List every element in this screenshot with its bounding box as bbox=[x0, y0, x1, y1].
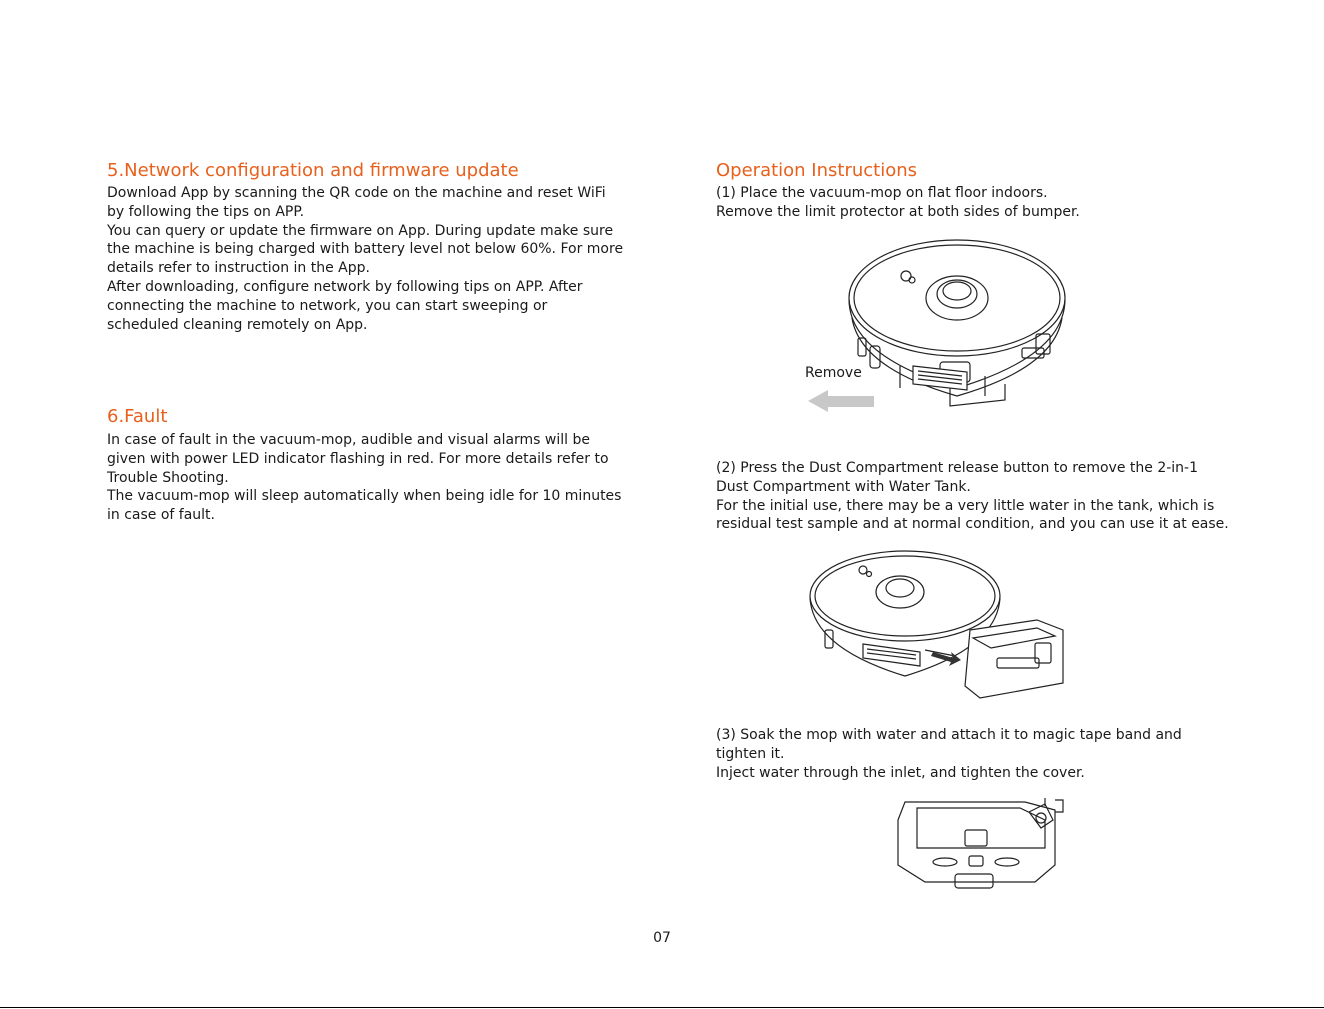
step2-line: Dust Compartment with Water Tank. bbox=[716, 478, 971, 495]
operation-instructions-heading: Operation Instructions bbox=[716, 160, 918, 181]
network-section-heading: 5.Network configuration and firmware update bbox=[107, 160, 519, 181]
step1-line: (1) Place the vacuum-mop on flat floor indoors. bbox=[716, 185, 1048, 201]
network-section-body bbox=[107, 184, 623, 334]
water-tank-mop-figure bbox=[895, 790, 1070, 895]
robot-remove-protector-figure bbox=[800, 238, 1075, 413]
network-line: After downloading, configure network by following tips on APP. After bbox=[107, 278, 583, 295]
step2-line: residual test sample and at normal condition, and you can use it at ease. bbox=[716, 516, 1229, 533]
fault-line: in case of fault. bbox=[107, 507, 216, 524]
step2-line: For the initial use, there may be a very little water in the tank, which is bbox=[716, 497, 1215, 514]
network-line: scheduled cleaning remotely on App. bbox=[107, 316, 368, 333]
network-line: Download App by scanning the QR code on the machine and reset WiFi bbox=[107, 185, 606, 201]
fault-line: In case of fault in the vacuum-mop, audible and visual alarms will be bbox=[107, 432, 590, 448]
page-number: 07 bbox=[653, 930, 671, 946]
fault-line: The vacuum-mop will sleep automatically when being idle for 10 minutes bbox=[107, 488, 622, 505]
fault-line: Trouble Shooting. bbox=[107, 469, 229, 486]
step3-line: Inject water through the inlet, and tighten the cover. bbox=[716, 764, 1085, 781]
fault-line: given with power LED indicator flashing in red. For more details refer to bbox=[107, 450, 609, 467]
remove-label: Remove bbox=[805, 365, 862, 381]
fault-section-heading: 6.Fault bbox=[107, 406, 168, 427]
network-line: You can query or update the firmware on App. During update make sure bbox=[107, 222, 614, 239]
network-line: by following the tips on APP. bbox=[107, 203, 305, 220]
fault-section-body bbox=[107, 431, 621, 525]
step3-line: tighten it. bbox=[716, 745, 785, 762]
dust-compartment-removal-figure bbox=[805, 548, 1067, 703]
network-line: details refer to instruction in the App. bbox=[107, 260, 370, 277]
step1-line: Remove the limit protector at both sides of bumper. bbox=[716, 203, 1080, 220]
network-line: connecting the machine to network, you can start sweeping or bbox=[107, 297, 548, 314]
step1-text bbox=[716, 184, 1080, 222]
bottom-rule bbox=[0, 1007, 1324, 1008]
step3-line: (3) Soak the mop with water and attach it to magic tape band and bbox=[716, 727, 1182, 743]
network-line: the machine is being charged with battery level not below 60%. For more bbox=[107, 241, 624, 258]
step2-text bbox=[716, 459, 1229, 534]
step2-line: (2) Press the Dust Compartment release button to remove the 2-in-1 bbox=[716, 460, 1198, 476]
step3-text bbox=[716, 726, 1182, 782]
